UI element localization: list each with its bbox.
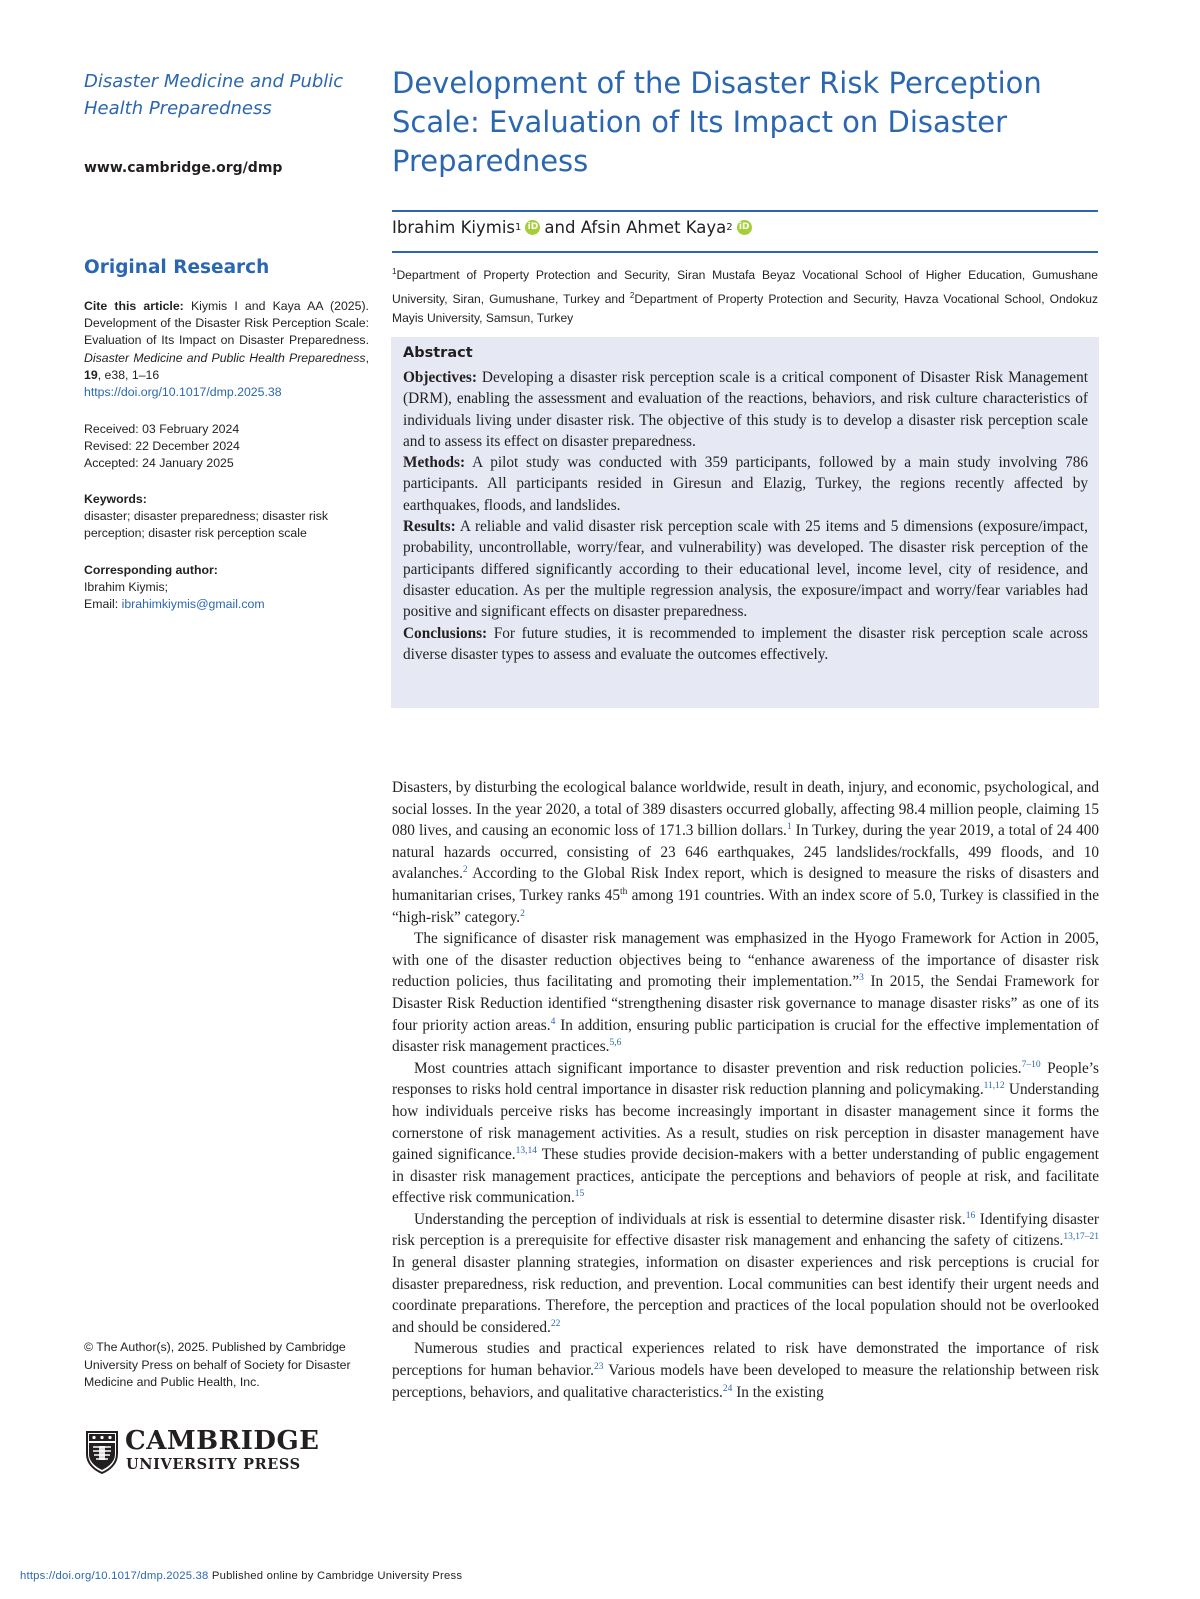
logo-wordmark-bottom: UNIVERSITY PRESS <box>126 1456 301 1473</box>
cambridge-shield-icon <box>85 1430 119 1474</box>
authors-line <box>392 218 756 237</box>
keywords-text: disaster; disaster preparedness; disaster risk perception; disaster risk perception scale <box>84 509 328 541</box>
authors-connector: and <box>544 218 576 237</box>
p3-text-c: Understanding how individuals perceive risks has become increasingly important in disaster management since it forms the cornerstone of risk management activities. As a result, studies on risk perception in disaster management have gained significance. <box>392 1081 1099 1164</box>
citation-ref-link[interactable]: 11,12 <box>983 1081 1005 1092</box>
citation-ref-link[interactable]: 3 <box>859 973 864 984</box>
abstract-conclusions <box>403 623 1088 666</box>
citation-ref-link[interactable]: 1 <box>786 822 792 833</box>
abstract-box <box>391 337 1099 708</box>
article-type: Original Research <box>84 257 270 278</box>
revised-date: Revised: 22 December 2024 <box>84 439 240 454</box>
title-divider-bottom <box>392 251 1098 253</box>
p1-text-c: According to the Global Risk Index report, which is designed to measure the risks of disasters and humanitarian crises, Turkey ranks 45 <box>392 865 1099 904</box>
p1-text-a: Disasters, by disturbing the ecological balance worldwide, result in death, injury, and economic, psychological, and social losses. In the year 2020, a total of 389 disasters occurred globally, affecting 98.4 million people, claiming 15 080 lives, and causing an economic loss of 171.3 billion dollars. <box>392 779 1099 840</box>
p3-text-d: These studies provide decision-makers with a better understanding of public engagement in disaster risk management practices, anticipate the perceptions and behaviors of people at risk, and facilitate effective risk communication. <box>392 1146 1099 1207</box>
methods-text: A pilot study was conducted with 359 participants, followed by a main study involving 786 participants. All participants resided in Giresun and Elazig, Turkey, the regions recently affected by earthquakes, floods, and landslides. <box>403 454 1088 514</box>
p1-text-b: In Turkey, during the year 2019, a total of 24 400 natural hazards occurred, consisting of 23 646 earthquakes, 245 landslides/rockfalls, 499 floods, and 10 avalanches. <box>392 822 1099 883</box>
keywords-block <box>84 491 369 543</box>
citation-ref-link[interactable]: 2 <box>520 908 525 919</box>
dates-block <box>84 421 369 473</box>
email-link[interactable]: ibrahimkiymis@gmail.com <box>121 597 265 612</box>
corresponding-email-line <box>84 596 369 613</box>
cite-doi-link[interactable]: https://doi.org/10.1017/dmp.2025.38 <box>84 385 282 400</box>
conclusions-label: Conclusions: <box>403 624 488 642</box>
article-title: Development of the Disaster Risk Perception Scale: Evaluation of Its Impact on Disaster Preparedness <box>392 66 1042 178</box>
author-1-sup: 1 <box>515 222 522 233</box>
citation-ref-link[interactable]: 16 <box>965 1210 976 1221</box>
p5-text-b: Various models have been developed to measure the relationship between risk perceptions, behaviors, and qualitative characteristics. <box>392 1362 1100 1401</box>
objectives-label: Objectives: <box>403 369 477 386</box>
ordinal-suffix: th <box>620 886 628 897</box>
author-2-sup: 2 <box>726 222 733 233</box>
page-footer <box>20 1570 462 1582</box>
abstract-methods <box>403 452 1088 516</box>
email-label: Email: <box>84 597 122 612</box>
copyright-notice: © The Author(s), 2025. Published by Cambridge University Press on behalf of Society for Disaster Medicine and Public Health, Inc. <box>84 1340 351 1389</box>
received-date: Received: 03 February 2024 <box>84 422 240 436</box>
cambridge-logo[interactable] <box>85 1426 320 1476</box>
p4-text-c: In general disaster planning strategies, information on disaster experiences and risk perceptions is crucial for disaster preparedness, risk reduction, and prevention. Local communities can best identify their urgent needs and coordinate preparations. Therefore, the perception and practices of the local population should not be overlooked and should be considered. <box>392 1254 1099 1336</box>
accepted-date: Accepted: 24 January 2025 <box>84 456 234 471</box>
body-paragraph-1 <box>392 777 1099 928</box>
logo-wordmark-top: CAMBRIDGE <box>125 1426 320 1456</box>
p4-text-a: Understanding the perception of individuals at risk is essential to determine disaster risk. <box>414 1210 966 1228</box>
affil-text-1: Department of Property Protection and Security, Siran Mustafa Beyaz Vocational School of Higher Education, Gumushane University, Siran, Gumushane, Turkey and <box>392 268 1098 306</box>
affiliations <box>392 262 1098 329</box>
footer-text: Published online by Cambridge University Press <box>208 1570 463 1582</box>
p3-text-a: Most countries attach significant importance to disaster prevention and risk reduction policies. <box>414 1059 1022 1077</box>
results-label: Results: <box>403 518 456 536</box>
p2-text-c: In addition, ensuring public participation is crucial for the effective implementation of disaster risk management practices. <box>392 1016 1099 1056</box>
p1-text-d: among 191 countries. With an index score of 5.0, Turkey is classified in the “high-risk” category. <box>392 886 1099 926</box>
cite-text-before: Kiymis I and Kaya AA (2025). Development of the Disaster Risk Perception Scale: Evaluation of Its Impact on Disaster Preparedness. <box>84 299 369 348</box>
cite-text-after: , e38, 1–16 <box>97 367 160 382</box>
keywords-label: Keywords: <box>84 492 147 506</box>
citation-ref-link[interactable]: 13,17–21 <box>1063 1232 1099 1243</box>
p3-text-b: People’s responses to risks hold central importance in disaster risk reduction planning and policymaking. <box>392 1059 1099 1099</box>
body-paragraph-2 <box>392 928 1099 1058</box>
abstract-objectives <box>403 367 1088 452</box>
citation-ref-link[interactable]: 5,6 <box>609 1038 622 1049</box>
title-divider-top <box>392 210 1098 212</box>
p5-text-a: Numerous studies and practical experiences related to risk have demonstrated the importance of risk perceptions for human behavior. <box>392 1340 1099 1380</box>
citation-ref-link[interactable]: 2 <box>462 865 468 876</box>
footer-doi-link[interactable]: https://doi.org/10.1017/dmp.2025.38 <box>20 1570 209 1582</box>
body-paragraph-3 <box>392 1058 1099 1209</box>
citation-ref-link[interactable]: 4 <box>550 1016 556 1027</box>
body-paragraph-5 <box>392 1338 1099 1403</box>
affil-text-2: Department of Property Protection and Security, Havza Vocational School, Ondokuz Mayis University, Samsun, Turkey <box>392 291 1098 326</box>
citation-ref-link[interactable]: 22 <box>550 1318 561 1329</box>
citation-ref-link[interactable]: 24 <box>722 1383 733 1394</box>
citation-ref-link[interactable]: 13,14 <box>515 1146 537 1157</box>
author-1-name[interactable]: Ibrahim Kiymis <box>392 218 516 237</box>
affil-sup-2: 2 <box>629 290 635 300</box>
citation-ref-link[interactable]: 23 <box>593 1362 604 1373</box>
body-paragraph-4 <box>392 1209 1099 1339</box>
p2-text-b: In 2015, the Sendai Framework for Disaster Risk Reduction identified “strengthening disaster risk governance to manage disaster risks” as one of its four priority action areas. <box>392 973 1099 1034</box>
journal-url-link[interactable]: www.cambridge.org/dmp <box>84 160 283 176</box>
results-text: A reliable and valid disaster risk perception scale with 25 items and 5 dimensions (exposure/impact, probability, uncontrollable, worry/fear, and vulnerability) was developed. The disaster risk perception of the participants differed significantly according to their educational level, income level, city of residence, and disaster education. As per the multiple regression analysis, the exposure/impact and worry/fear variables had positive and significant effects on disaster preparedness. <box>403 518 1088 621</box>
citation-block: Cite this article: Kiymis I and Kaya AA (2025). Development of the Disaster Risk Perception Scale: Evaluation of Its Impact on Disaster Preparedness. Disaster Medicine and Public Health Preparedness, 19, e38, 1–16 https://doi.org/10.1017/dmp.2025.38 <box>84 299 369 400</box>
citation-ref-link[interactable]: 15 <box>574 1189 585 1200</box>
p5-text-c: In the existing <box>732 1383 824 1401</box>
conclusions-text: For future studies, it is recommended to implement the disaster risk perception scale across diverse disaster types to assess and evaluate the outcomes effectively. <box>403 624 1088 663</box>
objectives-text: Developing a disaster risk perception scale is a critical component of Disaster Risk Management (DRM), enabling the assessment and evaluation of the reactions, behaviors, and risk culture characteristics of individuals living under disaster risk. The objective of this study is to develop a disaster risk perception scale and to assess its effect on disaster preparedness. <box>403 369 1088 450</box>
abstract-results <box>403 516 1088 622</box>
corresponding-label: Corresponding author: <box>84 563 218 577</box>
corresponding-author-block <box>84 562 369 614</box>
p2-text-a: The significance of disaster risk management was emphasized in the Hyogo Framework for Action in 2005, with one of the disaster reduction objectives being to “enhance awareness of the importance of disaster risk reduction policies, thus facilitating and promoting their implementation.” <box>392 930 1099 991</box>
citation-ref-link[interactable]: 7–10 <box>1021 1059 1041 1070</box>
cite-journal: Disaster Medicine and Public Health Preparedness <box>84 350 366 365</box>
methods-label: Methods: <box>403 454 466 472</box>
cite-label: Cite this article: <box>84 299 184 313</box>
orcid-icon[interactable]: iD <box>737 220 752 235</box>
journal-name: Disaster Medicine and Public Health Preparedness <box>84 71 344 119</box>
body-text <box>392 777 1099 1403</box>
p4-text-b: Identifying disaster risk perception is a prerequisite for effective disaster risk management and enhancing the safety of citizens. <box>392 1210 1099 1250</box>
abstract-heading: Abstract <box>403 345 473 361</box>
author-2-name[interactable]: Afsin Ahmet Kaya <box>580 218 727 237</box>
affil-sup-1: 1 <box>392 267 397 276</box>
cite-volume: 19 <box>84 367 98 382</box>
orcid-icon[interactable]: iD <box>525 220 540 235</box>
corresponding-name: Ibrahim Kiymis; <box>84 580 169 595</box>
